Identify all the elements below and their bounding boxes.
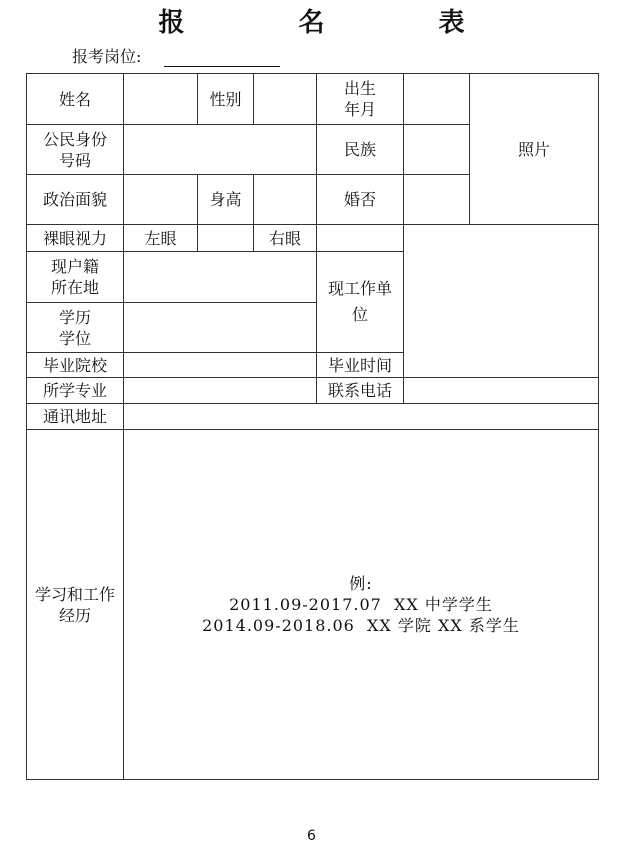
birth-field[interactable] [404,74,470,125]
example-line: 2011.09-2017.07 XX 中学学生 [229,595,493,614]
name-field[interactable] [124,74,198,125]
address-label: 通讯地址 [27,404,124,430]
vision-label: 裸眼视力 [27,225,124,252]
gender-label: 性别 [198,74,254,125]
page-title: 报 名 表 [158,8,509,38]
height-field[interactable] [254,175,317,225]
marital-label: 婚否 [317,175,404,225]
experience-label: 学习和工作 经历 [27,430,124,780]
address-field[interactable] [124,404,599,430]
left-eye-label: 左眼 [124,225,198,252]
political-field[interactable] [124,175,198,225]
education-label: 学历 学位 [27,303,124,353]
phone-label: 联系电话 [317,378,404,404]
school-label: 毕业院校 [27,353,124,378]
education-field[interactable] [124,303,317,353]
major-label: 所学专业 [27,378,124,404]
ethnicity-field[interactable] [404,125,470,175]
school-field[interactable] [124,353,317,378]
page-number: 6 [307,828,316,844]
experience-field[interactable] [124,430,599,780]
right-eye-field[interactable] [317,225,404,252]
ethnicity-label: 民族 [317,125,404,175]
example-line: 2014.09-2018.06 XX 学院 XX 系学生 [202,616,520,635]
photo-box[interactable]: 照片 [470,74,599,225]
id-number-label: 公民身份 号码 [27,125,124,175]
right-eye-label: 右眼 [254,225,317,252]
grad-time-label: 毕业时间 [317,353,404,378]
hukou-field[interactable] [124,252,317,303]
name-label: 姓名 [27,74,124,125]
post-input-line[interactable] [164,66,280,67]
post-label: 报考岗位: [72,47,142,66]
left-eye-field[interactable] [198,225,254,252]
id-number-field[interactable] [124,125,317,175]
major-field[interactable] [124,378,317,404]
political-label: 政治面貌 [27,175,124,225]
birth-label: 出生 年月 [317,74,404,125]
example-label: 例: [349,574,373,593]
phone-field[interactable] [404,378,599,404]
hukou-label: 现户籍 所在地 [27,252,124,303]
employer-label: 现工作单 位 [317,252,404,353]
height-label: 身高 [198,175,254,225]
employer-field[interactable] [404,225,599,378]
marital-field[interactable] [404,175,470,225]
gender-field[interactable] [254,74,317,125]
registration-form [26,73,599,780]
